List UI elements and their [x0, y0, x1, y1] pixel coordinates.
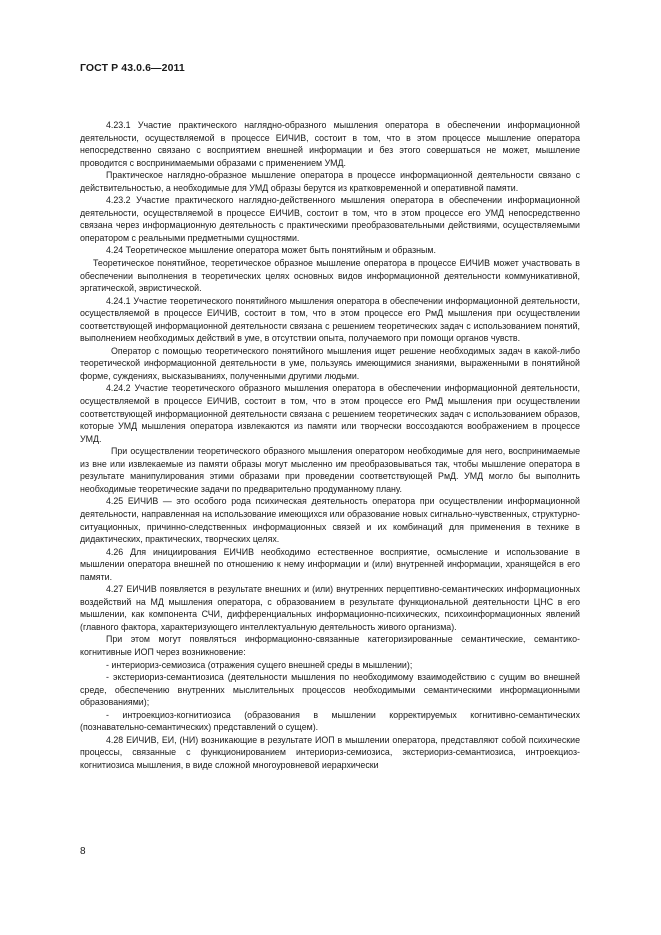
- list-item-introjection: - интроекциоз-когнитиозиса (образования в мышлении корректируемых когнитивно-семантических (познавательно-семантических) представлений о сущем).: [80, 709, 580, 733]
- list-item-exteriorization: - экстериориз-семантиозиса (деятельности мышления по необходимому взаимодействию с сущим во внешней среде, обеспечению внутренних мыслительных процессов необходимыми семантическими информационными образованиями);: [80, 672, 580, 708]
- paragraph-iop-emergence: При этом могут появляться информационно-связанные категоризированные семантические, семантико-когнитивные ИОП через возникновение:: [80, 634, 580, 657]
- list-item-interiorization: - интериориз-семиозиса (отражения сущего внешней среды в мышлении);: [106, 659, 413, 670]
- paragraph-4-24: 4.24 Теоретическое мышление оператора может быть понятийным и образным.: [106, 245, 436, 256]
- paragraph-4-25: 4.25 ЕИЧИВ — это особого рода психическая деятельность оператора при осуществлении информационной деятельности, направленная на использование имеющихся или образование новых сигнально-чувственных, структурно-ситуационных, причинно-следственных информационных связей и их комбинаций для применения в технике в дидактических, практических, творческих целях.: [80, 496, 580, 545]
- paragraph-4-28: 4.28 ЕИЧИВ, ЕИ, (НИ) возникающие в результате ИОП в мышлении оператора, представляют собой психические процессы, связанные с функционированием интериориз-семиозиса, экстериориз-семантиозиса, интроекциоз-когнитиозиса мышления, в виде сложной многоуровневой иерархически: [80, 734, 580, 770]
- paragraph-theoretical-thinking: Теоретическое понятийное, теоретическое образное мышление оператора в процессе ЕИЧИВ может участвовать в обеспечении выполнения в теоретических целях основных видов информационной деятельности коммуникативной, эргатической, эвристической.: [80, 258, 580, 294]
- paragraph-4-23-1: 4.23.1 Участие практического наглядно-образного мышления оператора в обеспечении информационной деятельности, осуществляемой в процессе ЕИЧИВ, состоит в том, что в этом процессе мышление оператора непосредственно связано с восприятием внешней информации и без этого совершаться не может, мышление проводится с воспринимаемыми образами с применением УМД.: [80, 120, 580, 168]
- paragraph-4-27: 4.27 ЕИЧИВ появляется в результате внешних и (или) внутренних перцептивно-семантических информационных воздействий на МД мышления оператора, с образованием в результате функциональной деятельности ЦНС в его мышлении, как компонента СЧИ, дифференциальных информационно-психических, психоинформационных явлений (главного фактора, характеризующего интеллектуальную деятельность живого организма).: [80, 584, 580, 632]
- paragraph-practical-visual-thinking: Практическое наглядно-образное мышление оператора в процессе информационной деятельности связано с действительностью, а необходимые для УМД образы берутся из кратковременной и оперативной памяти.: [80, 170, 580, 193]
- paragraph-4-23-2: 4.23.2 Участие практического наглядно-действенного мышления оператора в обеспечении информационной деятельности, осуществляемой в процессе ЕИЧИВ, состоит в том, что в этом процессе его УМД непосредственно связана через информационную деятельность с практическими преобразовательными действиями, осуществляемыми оператором с реальными предметными сущностями.: [80, 195, 580, 243]
- paragraph-4-24-2: 4.24.2 Участие теоретического образного мышления оператора в обеспечении информационной деятельности, осуществляемой в процессе ЕИЧИВ, состоит в том, что в этом процессе его РмД мышления при осуществлении соответствующей информационной деятельности связана с решением теоретических задач с использованием образов, которые УМД мышления оператора извлекаются из памяти или творчески воссоздаются воображением в процессе УМД.: [80, 383, 580, 444]
- paragraph-operator-conceptual: Оператор с помощью теоретического понятийного мышления ищет решение необходимых задач в какой-либо теоретической информационной деятельности в уме, пользуясь имеющимися знаниями, выраженными в понятийной форме, суждениях, высказываниях, полученными другими людьми.: [80, 345, 580, 381]
- document-body: [80, 119, 580, 771]
- page-header-standard-id: ГОСТ Р 43.0.6—2011: [80, 62, 185, 74]
- page-number: 8: [80, 846, 86, 857]
- paragraph-figurative-thinking: При осуществлении теоретического образного мышления оператором необходимые для него, воспринимаемые из вне или извлекаемые из памяти образы могут мысленно им преобразовываться так, чтобы мышление оператора в результате манипулирования этими образами при проведении соответствующей РмД. УМД могло бы выполнить необходимые теоретические задачи по предварительно продуманному плану.: [80, 446, 580, 494]
- paragraph-4-24-1: 4.24.1 Участие теоретического понятийного мышления оператора в обеспечении информационной деятельности, осуществляемой в процессе ЕИЧИВ, состоит в том, что в этом процессе его РмД мышления при осуществлении соответствующей информационной деятельности связана с решением теоретических задач с использованием понятий, выполнением необходимых действий в уме, в отсутствии опыта, получаемого при помощи органов чувств.: [80, 295, 580, 344]
- paragraph-4-26: 4.26 Для инициирования ЕИЧИВ необходимо естественное восприятие, осмысление и использование в мышлении оператора внешней по отношению к нему информации и (или) внутренней информации, хранящейся в его памяти.: [80, 546, 580, 582]
